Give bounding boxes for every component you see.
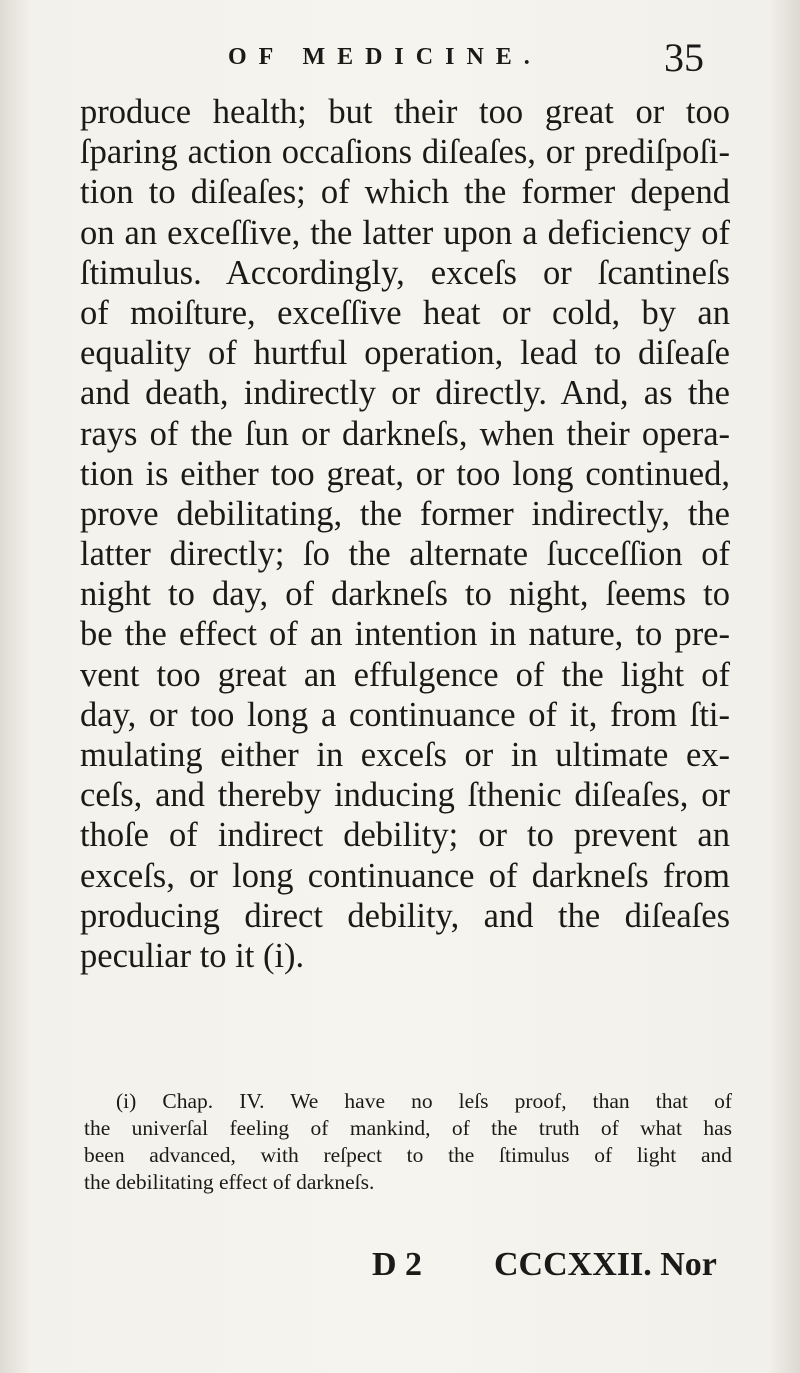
catchword: CCCXXII. Nor	[494, 1246, 717, 1283]
text-line: thoſe of indirect debility; or to prevent an	[80, 816, 730, 855]
signature-mark: D 2	[372, 1246, 423, 1283]
text-line: ſtimulus. Accordingly, exceſs or ſcantineſs	[80, 253, 730, 292]
text-line: tion to diſeaſes; of which the former depend	[80, 173, 730, 212]
text-line: equality of hurtful operation, lead to diſeaſe	[80, 334, 730, 373]
page-number: 35	[664, 35, 704, 80]
text-line: ceſs, and thereby inducing ſthenic diſeaſes, or	[80, 776, 730, 815]
text-line: exceſs, or long continuance of darkneſs from	[80, 856, 730, 895]
running-title: OF MEDICINE.	[228, 44, 542, 70]
text-line: ſparing action occaſions diſeaſes, or prediſpoſi-	[80, 133, 730, 172]
page-header	[0, 32, 800, 92]
text-line: mulating either in exceſs or in ultimate ex-	[80, 736, 730, 774]
text-line: of moiſture, exceſſive heat or cold, by an	[80, 293, 730, 332]
body-text	[80, 92, 730, 976]
text-line: prove debilitating, the former indirectly, the	[80, 494, 730, 533]
text-line: vent too great an effulgence of the light of	[80, 655, 730, 694]
text-line: day, or too long a continuance of it, from ſti-	[80, 695, 730, 734]
text-line: and death, indirectly or directly. And, as the	[80, 374, 730, 413]
footnote-line: been advanced, with reſpect to the ſtimulus of light and	[84, 1143, 732, 1167]
footnote	[84, 1088, 732, 1196]
text-line: be the effect of an intention in nature, to pre-	[80, 615, 730, 654]
text-line: latter directly; ſo the alternate ſucceſſion of	[80, 535, 730, 574]
footnote-line: the univerſal feeling of mankind, of the truth of what has	[84, 1116, 732, 1140]
footnote-line: the debilitating effect of darkneſs.	[84, 1170, 375, 1194]
page-footer	[0, 1246, 800, 1296]
text-line: peculiar to it (i).	[80, 936, 305, 975]
text-line: rays of the ſun or darkneſs, when their opera-	[80, 414, 730, 453]
text-line: tion is either too great, or too long continued,	[80, 454, 730, 493]
text-line: produce health; but their too great or too	[80, 93, 730, 131]
footnote-line: (i) Chap. IV. We have no leſs proof, than that of	[116, 1089, 732, 1113]
text-line: on an exceſſive, the latter upon a deficiency of	[80, 213, 730, 252]
text-line: night to day, of darkneſs to night, ſeems to	[80, 575, 730, 614]
text-line: producing direct debility, and the diſeaſes	[80, 896, 730, 935]
